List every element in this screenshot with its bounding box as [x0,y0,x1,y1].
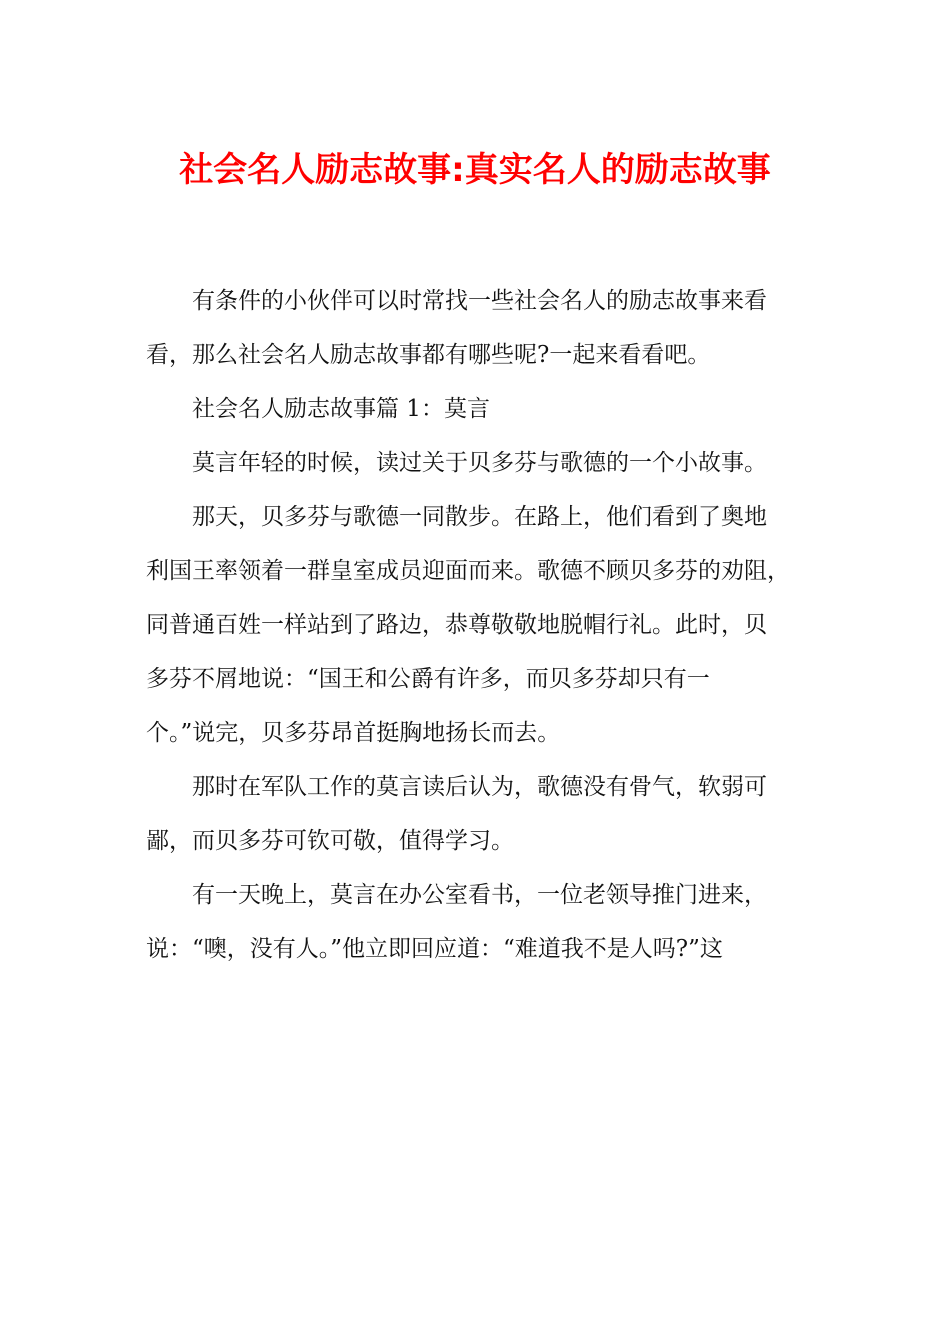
paragraph-line: 利国王率领着一群皇室成员迎面而来。歌德不顾贝多芬的劝阻， [146,558,790,584]
paragraph-line: 说：“噢，没有人。”他立即回应道：“难道我不是人吗?”这 [146,936,723,962]
document-title: 社会名人励志故事:真实名人的励志故事 [179,150,771,190]
paragraph-line: 看，那么社会名人励志故事都有哪些呢?一起来看看吧。 [146,342,711,368]
paragraph-line: 那时在军队工作的莫言读后认为，歌德没有骨气，软弱可 [192,774,767,800]
paragraph-line: 那天，贝多芬与歌德一同散步。在路上，他们看到了奥地 [192,504,767,530]
section-heading: 社会名人励志故事篇 1：莫言 [192,396,490,422]
paragraph-line: 鄙，而贝多芬可钦可敬，值得学习。 [146,828,514,854]
paragraph-line: 莫言年轻的时候，读过关于贝多芬与歌德的一个小故事。 [192,450,767,476]
paragraph-line: 有一天晚上，莫言在办公室看书，一位老领导推门进来， [192,882,767,908]
paragraph-line: 有条件的小伙伴可以时常找一些社会名人的励志故事来看 [192,288,767,314]
paragraph-line: 同普通百姓一样站到了路边，恭尊敬敬地脱帽行礼。此时，贝 [146,612,767,638]
paragraph-line: 个。”说完，贝多芬昂首挺胸地扬长而去。 [146,720,561,746]
document-body [146,274,806,976]
paragraph-line: 多芬不屑地说：“国王和公爵有许多，而贝多芬却只有一 [146,666,710,692]
